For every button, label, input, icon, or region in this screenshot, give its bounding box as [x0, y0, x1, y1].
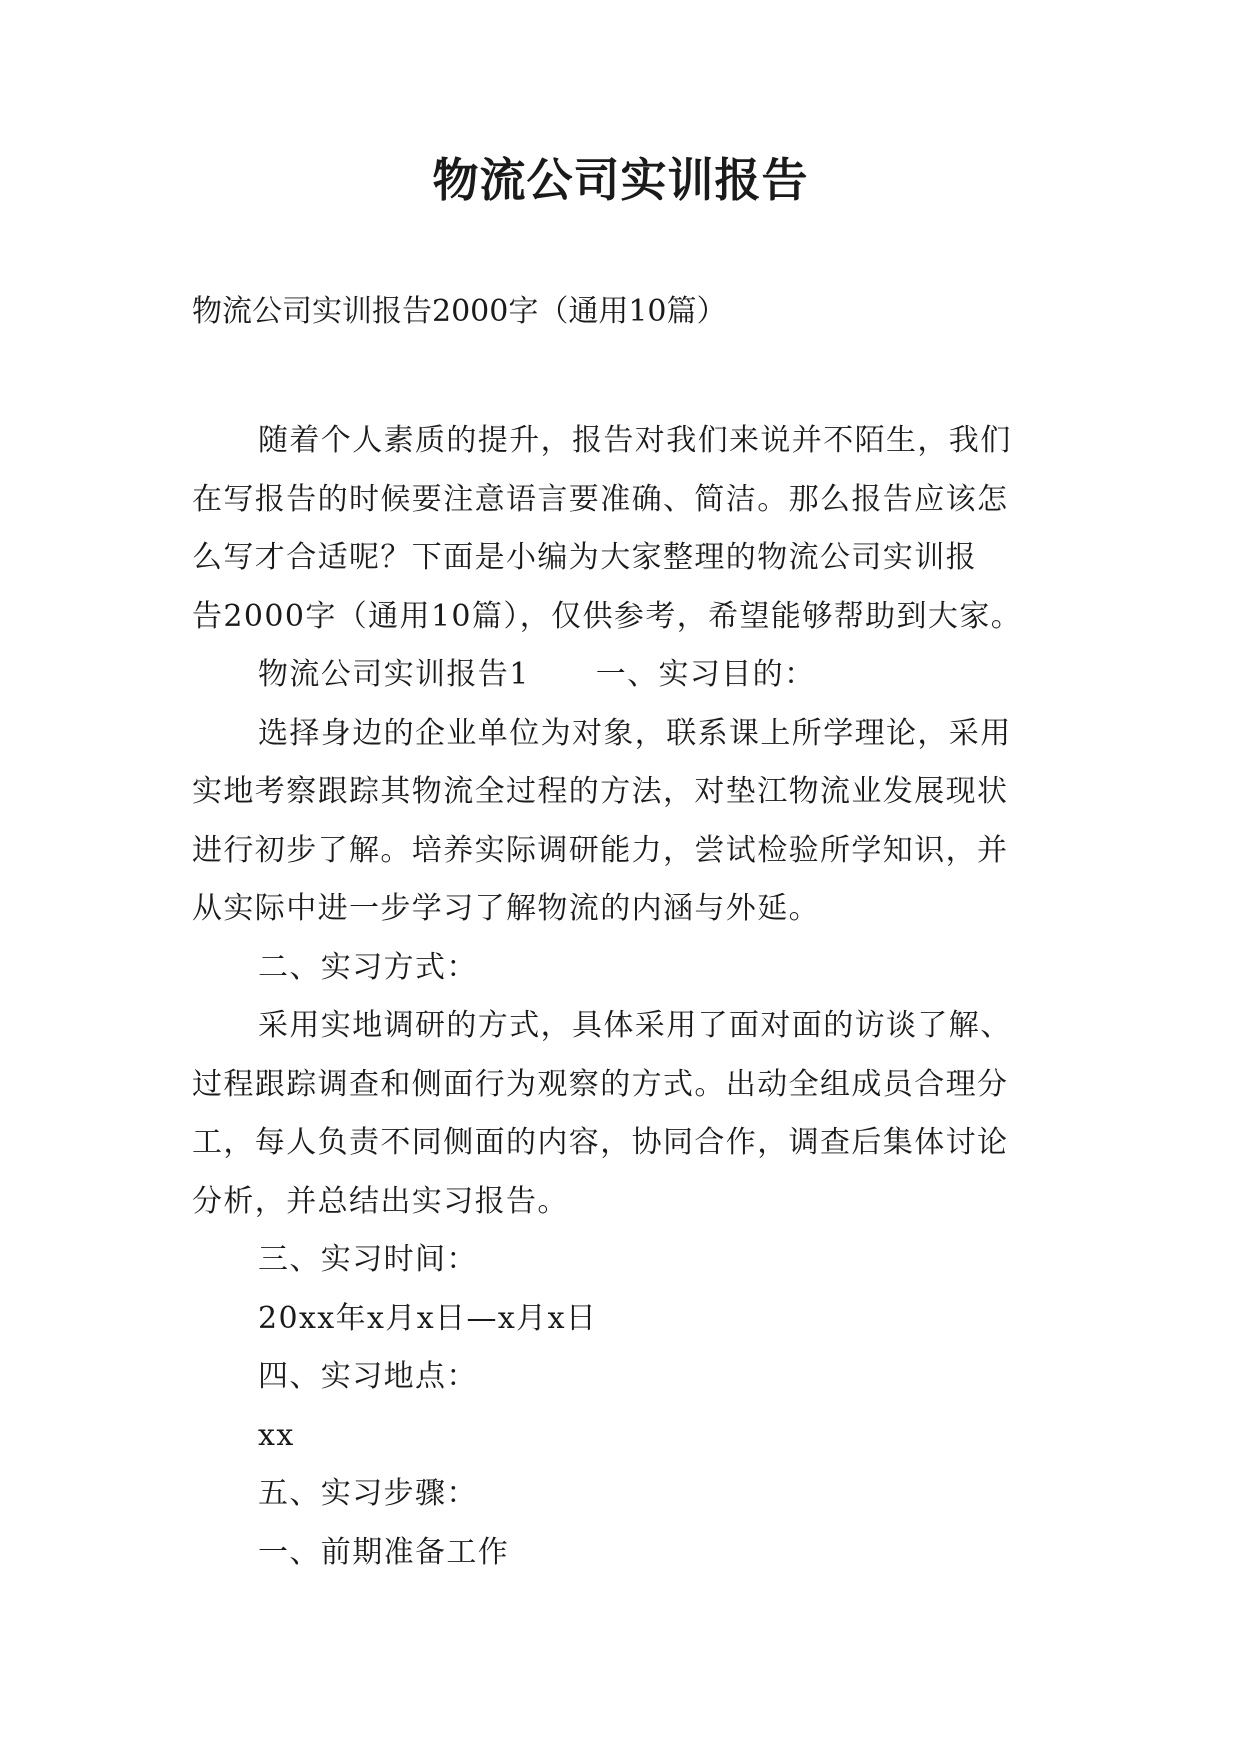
document-subtitle: 物流公司实训报告2000字（通用10篇） [192, 294, 727, 329]
report1-heading-line [192, 646, 1052, 705]
method-line: 采用实地调研的方式，具体采用了面对面的访谈了解、 [258, 1008, 1012, 1043]
method-line: 过程跟踪调查和侧面行为观察的方式。出动全组成员合理分 [192, 1066, 1009, 1102]
purpose-line: 实地考察跟踪其物流全过程的方法，对垫江物流业发展现状 [192, 774, 1009, 809]
intro-line: 随着个人素质的提升，报告对我们来说并不陌生，我们 [258, 423, 1012, 458]
purpose-line: 从实际中进一步学习了解物流的内涵与外延。 [192, 891, 820, 926]
document-body [192, 412, 1052, 1582]
section4-heading: 四、实习地点： [258, 1359, 478, 1394]
section2-heading: 二、实习方式： [258, 949, 478, 985]
report1-label: 物流公司实训报告1 [258, 657, 530, 692]
purpose-line: 进行初步了解。培养实际调研能力，尝试检验所学知识，并 [192, 832, 1009, 868]
section1-heading: 一、实习目的： [595, 657, 816, 692]
step1-heading: 一、前期准备工作 [258, 1534, 510, 1570]
intro-line: 在写报告的时候要注意语言要准确、简洁。那么报告应该怎 [192, 481, 1009, 517]
method-line: 分析，并总结出实习报告。 [192, 1183, 569, 1219]
intro-line: 么写才合适呢？下面是小编为大家整理的物流公司实训报 [192, 540, 977, 575]
time-value: 20xx年x月x日—x月x日 [258, 1300, 598, 1336]
purpose-line: 选择身边的企业单位为对象，联系课上所学理论，采用 [258, 715, 1012, 751]
document-title: 物流公司实训报告 [432, 153, 809, 207]
intro-line: 告2000字（通用10篇），仅供参考，希望能够帮助到大家。 [192, 598, 1023, 634]
section3-heading: 三、实习时间： [258, 1242, 478, 1277]
place-value: xx [258, 1417, 295, 1453]
section5-heading: 五、实习步骤： [258, 1476, 478, 1511]
method-line: 工，每人负责不同侧面的内容，协同合作，调查后集体讨论 [192, 1125, 1009, 1160]
